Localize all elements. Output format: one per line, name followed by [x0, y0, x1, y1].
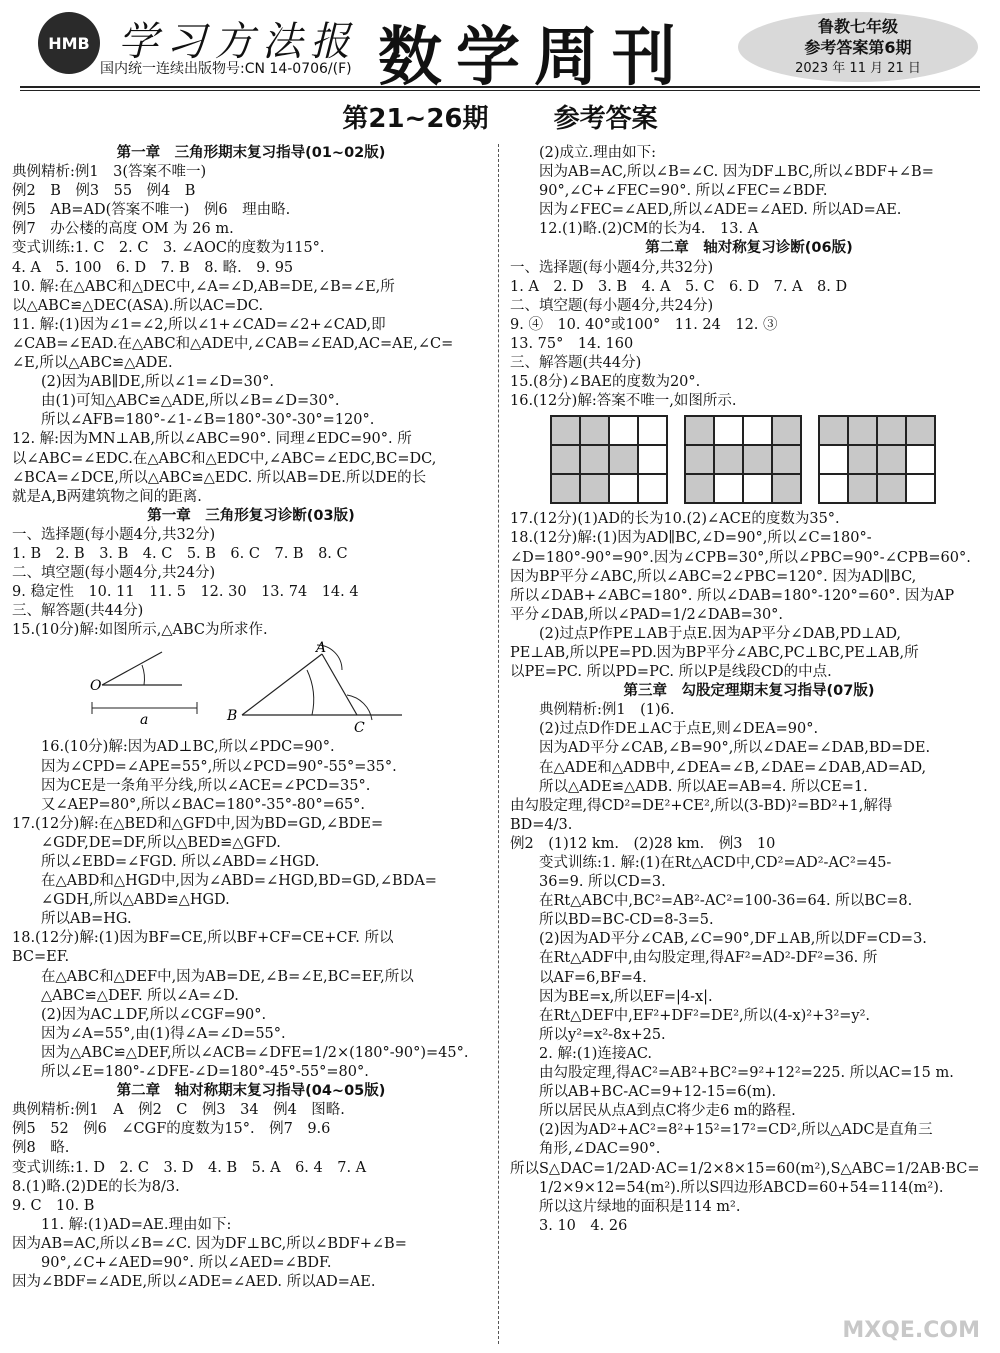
left-text-line: 以△ABC≌△DEC(ASA).所以AC=DC. — [12, 297, 264, 314]
right-column — [510, 144, 988, 1236]
right-text-line: 例2 (1)12 km. (2)28 km. 例3 10 — [510, 835, 776, 852]
left-text-line: 就是A,B两建筑物之间的距离. — [12, 488, 202, 505]
column-divider — [498, 144, 499, 1344]
right-text-line: 12.(1)略.(2)CM的长为4. 13. A — [539, 221, 759, 238]
left-text-line: 三、解答题(共44分) — [12, 603, 144, 620]
right-text-line: 因为AB=AC,所以∠B=∠C. 因为DF⊥BC,所以∠BDF+∠B= — [539, 164, 934, 181]
left-text-line: 例7 办公楼的高度 OM 为 26 m. — [12, 221, 234, 238]
right-text-line: (2)因为AD²+AC²=8²+15²=17²=CD²,所以△ADC是直角三 — [539, 1122, 933, 1139]
right-text-line: 36=9. 所以CD=3. — [539, 874, 666, 891]
triangle-side-AC — [322, 654, 357, 715]
left-text-line: 典例精析:例1 A 例2 C 例3 34 例4 图略. — [12, 1102, 345, 1119]
left-text-line: 变式训练:1. C 2. C 3. ∠AOC的度数为115°. — [12, 240, 325, 257]
left-text-line: BC=EF. — [12, 949, 70, 966]
right-text-line: 因为BE=x,所以EF=|4-x|. — [539, 988, 713, 1005]
right-text-line: 所以△ADE≌△ADB. 所以AE=AB=4. 所以CE=1. — [539, 778, 868, 795]
right-text-line: 所以居民从点A到点C将少走6 m的路程. — [539, 1103, 796, 1120]
construction-arc-3 — [347, 695, 372, 720]
right-text-line: 因为AD平分∠CAB,∠B=90°,所以∠DAE=∠DAB,BD=DE. — [539, 740, 931, 757]
construction-figure — [12, 640, 490, 738]
left-text-line: ∠GDF,DE=DF,所以△BED≌△GFD. — [41, 834, 281, 851]
left-text-line: 12. 解:因为MN⊥AB,所以∠ABC=90°. 同理∠EDC=90°. 所 — [12, 431, 412, 448]
left-text-line: (2)因为AC⊥DF,所以∠CGF=90°. — [41, 1006, 267, 1023]
left-text-line: 所以∠AFB=180°-∠1-∠B=180°-30°-30°=120°. — [41, 412, 375, 429]
left-text-line: 二、填空题(每小题4分,共24分) — [12, 565, 216, 582]
left-text-line: 在△ABC和△DEF中,因为AB=DE,∠B=∠E,BC=EF,所以 — [41, 968, 414, 985]
left-text-line: 所以AB=HG. — [41, 911, 132, 928]
right-text-line: 典例精析:例1 (1)6. — [539, 702, 675, 719]
right-text-line: 17.(12分)(1)AD的长为10.(2)∠ACE的度数为35°. — [510, 511, 840, 528]
left-text-line: 11. 解:(1)因为∠1=∠2,所以∠1+∠CAD=∠2+∠CAD,即 — [12, 316, 386, 333]
left-text-line: △ABC≌△DEF. 所以∠A=∠D. — [41, 987, 239, 1004]
left-text-line: 由(1)可知△ABC≌△ADE,所以∠B=∠D=30°. — [41, 393, 340, 410]
masthead — [0, 0, 1000, 95]
left-text-line: 因为∠CPD=∠APE=55°,所以∠PCD=90°-55°=35°. — [41, 758, 397, 775]
left-text-line: 例5 52 例6 ∠CGF的度数为15°. 例7 9.6 — [12, 1121, 331, 1138]
right-text-line: 在△ADE和△ADB中,∠DEA=∠B,∠DAE=∠DAB,AD=AD, — [539, 759, 927, 776]
header-rule-thin — [20, 90, 980, 91]
paper-name: 学习方法报 — [118, 19, 358, 65]
left-text-line: 16.(10分)解:因为AD⊥BC,所以∠PDC=90°. — [41, 739, 335, 756]
angle-arc — [142, 665, 144, 685]
section-label: 参考答案 — [553, 104, 658, 134]
right-text-line: BD=4/3. — [510, 816, 573, 833]
right-text-line: 因为∠FEC=∠AED,所以∠ADE=∠AED. 所以AD=AE. — [539, 202, 902, 219]
edition-date: 2023 年 11 月 21 日 — [795, 61, 921, 76]
right-text-line: 所以y²=x²-8x+25. — [539, 1026, 666, 1043]
right-text-line: 所以∠DAB+∠ABC=180°. 所以∠DAB=180°-120°=60°. 因为AP — [510, 587, 955, 604]
right-text-line: 角形,∠DAC=90°. — [539, 1141, 661, 1158]
right-text-line: 由勾股定理,得AC²=AB²+BC²=9²+12²=225. 所以AC=15 m. — [539, 1065, 954, 1082]
left-text-line: 4. A 5. 100 6. D 7. B 8. 略. 9. 95 — [12, 259, 294, 276]
left-text-line: 例2 B 例3 55 例4 B — [12, 183, 196, 200]
label-A: A — [316, 640, 327, 657]
right-text-line: 第三章 勾股定理期末复习指导(07版) — [623, 683, 875, 700]
left-text-line: 又∠AEP=80°,所以∠BAC=180°-35°-80°=65°. — [41, 796, 366, 813]
left-text-line: ∠GDH,所以△ABD≌△HGD. — [41, 892, 230, 909]
label-a: a — [140, 712, 149, 729]
right-text-line: 因为BP平分∠ABC,所以∠ABC=2∠PBC=120°. 因为AD∥BC, — [510, 568, 917, 585]
symmetry-grids-figure — [510, 415, 988, 504]
left-text-line: 例5 AB=AD(答案不唯一) 例6 理由略. — [12, 202, 291, 219]
left-text-line: 典例精析:例1 3(答案不唯一) — [12, 164, 207, 181]
right-text-line: 二、填空题(每小题4分,共24分) — [510, 297, 714, 314]
right-text-line: 第二章 轴对称复习诊断(06版) — [645, 240, 853, 257]
left-text-line: 例8 略. — [12, 1140, 70, 1157]
left-text-line: 所以∠EBD=∠FGD. 所以∠ABD=∠HGD. — [41, 854, 320, 870]
symmetry-grid-3 — [818, 415, 936, 504]
symmetry-grid-2 — [684, 415, 802, 504]
right-text-line: 15.(8分)∠BAE的度数为20°. — [510, 374, 701, 391]
edition-badge — [738, 12, 978, 82]
issn-text: 国内统一连续出版物号:CN 14-0706/(F) — [100, 61, 352, 77]
left-text-line: 因为∠A=55°,由(1)得∠A=∠D=55°. — [41, 1025, 286, 1042]
right-text-line: 三、解答题(共44分) — [510, 355, 642, 372]
left-text-line: 因为△ABC≌△DEF,所以∠ACB=∠DFE=1/2×(180°-90°)=45°. — [41, 1044, 469, 1061]
section-title — [0, 98, 1000, 135]
left-text-line: 9. C 10. B — [12, 1197, 95, 1214]
angle-ray-upper — [102, 652, 162, 685]
left-text-line: 18.(12分)解:(1)因为BF=CE,所以BF+CF=CE+CF. 所以 — [12, 930, 394, 947]
left-text-line: 17.(12分)解:在△BED和△GFD中,因为BD=GD,∠BDE= — [12, 815, 384, 832]
left-text-line: 第一章 三角形期末复习指导(01~02版) — [116, 145, 386, 161]
left-text-line: 8.(1)略.(2)DE的长为8/3. — [12, 1178, 180, 1195]
left-text-line: 1. B 2. B 3. B 4. C 5. B 6. C 7. B 8. C — [12, 545, 348, 562]
right-text-line: 1. A 2. D 3. B 4. A 5. C 6. D 7. A 8. D — [510, 278, 848, 295]
edition-grade: 鲁教七年级 — [817, 17, 898, 36]
left-text-line: 一、选择题(每小题4分,共32分) — [12, 526, 216, 543]
left-text-line: 所以∠E=180°-∠DFE-∠D=180°-45°-55°=80°. — [41, 1064, 369, 1081]
right-text-line: (2)因为AD平分∠CAB,∠C=90°,DF⊥AB,所以DF=CD=3. — [539, 931, 927, 948]
right-text-line: 13. 75° 14. 160 — [510, 335, 634, 352]
watermark: MXQE.COM — [842, 1318, 980, 1343]
right-text-line: (2)成立.理由如下: — [539, 145, 657, 161]
right-text-line: 1/2×9×12=54(m²).所以S四边形ABCD=60+54=114(m²). — [539, 1179, 944, 1196]
left-text-line: 因为AB=AC,所以∠B=∠C. 因为DF⊥BC,所以∠BDF+∠B= — [12, 1235, 407, 1252]
right-text-line: 由勾股定理,得CD²=DE²+CE²,所以(3-BD)²=BD²+1,解得 — [510, 797, 893, 814]
right-text-line: (2)过点D作DE⊥AC于点E,则∠DEA=90°. — [539, 721, 819, 738]
right-text-line: 90°,∠C+∠FEC=90°. 所以∠FEC=∠BDF. — [539, 183, 828, 200]
right-text-line: 18.(12分)解:(1)因为AD∥BC,∠D=90°,所以∠C=180°- — [510, 530, 872, 547]
label-O: O — [90, 678, 102, 695]
right-text-line: 3. 10 4. 26 — [539, 1217, 628, 1234]
right-text-line: 以AF=6,BF=4. — [539, 969, 647, 986]
right-text-line: 所以BD=BC-CD=8-3=5. — [539, 912, 714, 929]
construction-arc-1 — [307, 670, 314, 715]
newspaper-logo: HMB — [38, 12, 100, 74]
right-text-line: (2)过点P作PE⊥AB于点E.因为AP平分∠DAB,PD⊥AD, — [539, 625, 902, 642]
right-text-line: PE⊥AB,所以PE=PD.因为BP平分∠ABC,PC⊥BC,PE⊥AB,所 — [510, 644, 919, 661]
left-text-line: 11. 解:(1)AD=AE.理由如下: — [41, 1216, 232, 1233]
left-text-line: 第一章 三角形复习诊断(03版) — [147, 507, 355, 524]
left-text-line: 因为∠BDF=∠ADE,所以∠ADE=∠AED. 所以AD=AE. — [12, 1274, 376, 1291]
triangle-side-BA — [242, 654, 322, 715]
left-text-line: ∠BCA=∠DCE,所以△ABC≌△EDC. 所以AB=DE.所以DE的长 — [12, 469, 427, 486]
right-text-line: 所以AB+BC-AC=9+12-15=6(m). — [539, 1084, 777, 1101]
left-text-line: 变式训练:1. D 2. C 3. D 4. B 5. A 6. 4 7. A — [12, 1159, 367, 1176]
right-text-line: 在Rt△ADF中,由勾股定理,得AF²=AD²-DF²=36. 所 — [539, 950, 878, 967]
right-text-line: 一、选择题(每小题4分,共32分) — [510, 259, 714, 276]
edition-issue: 参考答案第6期 — [804, 38, 912, 57]
header-rule — [20, 86, 980, 88]
right-text-line: 以PE=PC. 所以PD=PC. 所以P是线段CD的中点. — [510, 664, 832, 681]
symmetry-grid-1 — [550, 415, 668, 504]
left-text-line: 以∠ABC=∠EDC.在△ABC和△EDC中,∠ABC=∠EDC,BC=DC, — [12, 450, 437, 467]
left-text-line: 90°,∠C+∠AED=90°. 所以∠AED=∠BDF. — [41, 1254, 332, 1271]
left-text-line: 因为CE是一条角平分线,所以∠ACE=∠PCD=35°. — [41, 777, 371, 794]
label-B: B — [227, 708, 238, 725]
right-text-line: 在Rt△ABC中,BC²=AB²-AC²=100-36=64. 所以BC=8. — [539, 893, 913, 910]
right-text-line: 所以这片绿地的面积是114 m². — [539, 1198, 741, 1215]
left-text-line: 15.(10分)解:如图所示,△ABC为所求作. — [12, 622, 268, 639]
right-text-line: 2. 解:(1)连接AC. — [539, 1045, 653, 1062]
left-text-line: ∠E,所以△ABC≌△ADE. — [12, 355, 173, 372]
label-C: C — [354, 720, 365, 737]
section-issues: 第21~26期 — [342, 104, 489, 134]
construction-svg — [12, 640, 482, 738]
right-text-line: 变式训练:1. 解:(1)在Rt△ACD中,CD²=AD²-AC²=45- — [539, 855, 892, 871]
right-text-line: 9. ④ 10. 40°或100° 11. 24 12. ③ — [510, 316, 778, 333]
right-text-line: 16.(12分)解:答案不唯一,如图所示. — [510, 393, 737, 410]
left-text-line: 9. 稳定性 10. 11 11. 5 12. 30 13. 74 14. 4 — [12, 584, 359, 601]
publication-title: 数学周刊 — [378, 21, 690, 95]
left-column — [12, 144, 490, 1292]
right-text-line: 平分∠DAB,所以∠PAD=1/2∠DAB=30°. — [510, 606, 784, 623]
left-text-line: ∠CAB=∠EAD.在△ABC和△ADE中,∠CAB=∠EAD,AC=AE,∠C= — [12, 335, 454, 352]
left-text-line: 在△ABD和△HGD中,因为∠ABD=∠HGD,BD=GD,∠BDA= — [41, 873, 437, 890]
right-text-line: 所以S△DAC=1/2AD·AC=1/2×8×15=60(m²),S△ABC=1/2AB·BC= — [510, 1160, 980, 1177]
left-text-line: 第二章 轴对称期末复习指导(04~05版) — [116, 1083, 386, 1100]
right-text-line: ∠D=180°-90°=90°.因为∠CPB=30°,所以∠PBC=90°-∠CPB=60°. — [510, 549, 971, 566]
left-text-line: 10. 解:在△ABC和△DEC中,∠A=∠D,AB=DE,∠B=∠E,所 — [12, 278, 395, 295]
right-text-line: 在Rt△DEF中,EF²+DF²=DE²,所以(4-x)²+3²=y². — [539, 1007, 871, 1024]
left-text-line: (2)因为AB∥DE,所以∠1=∠D=30°. — [41, 374, 274, 391]
